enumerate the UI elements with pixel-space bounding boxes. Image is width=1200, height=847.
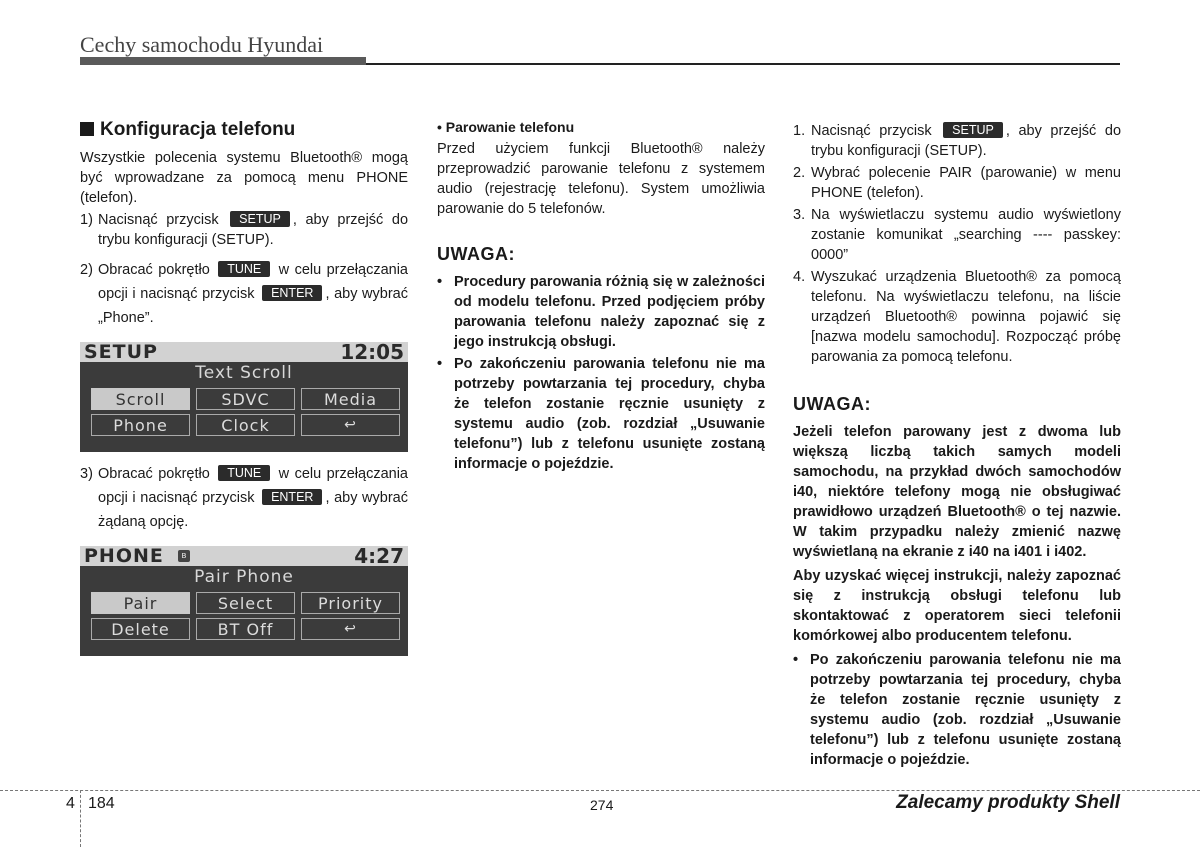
column-1 — [80, 118, 408, 666]
chapter-number: 4 — [66, 795, 75, 812]
enter-key: ENTER — [262, 489, 322, 505]
header-bar — [80, 57, 366, 65]
bluetooth-icon: ʙ — [178, 550, 190, 562]
column-3 — [793, 121, 1121, 770]
screen-clock: 4:27 — [354, 544, 404, 568]
note-title: UWAGA: — [793, 394, 871, 414]
screen-button-priority[interactable]: Priority — [301, 592, 400, 614]
page-number: 184 — [88, 795, 115, 812]
pair-step-2: 2. Wybrać polecenie PAIR (parowanie) w menu PHONE (telefon). — [793, 165, 1121, 201]
step-1: 1) Nacisnąć przycisk SETUP , aby przejść do trybu konfiguracji (SETUP). — [80, 212, 409, 248]
note-paragraph-2: Aby uzyskać więcej instrukcji, należy zapoznać się z instrukcją obsługi telefonu lub skontaktować z operatorem sieci telefonii komórkowej albo producentem telefonu. — [793, 568, 1121, 644]
screen-title: PHONE — [84, 545, 164, 567]
screen-button-delete[interactable]: Delete — [91, 618, 190, 640]
screen-subtitle: Text Scroll — [195, 363, 293, 383]
note-bullet: • Procedury parowania różnią się w zależności od modelu telefonu. Przed podjęciem próby parowania telefonu należy zapoznać się z jego instrukcją obsługi. — [437, 274, 765, 350]
note-title: UWAGA: — [437, 244, 515, 264]
screen-button-clock[interactable]: Clock — [196, 414, 295, 436]
note-bullet: • Po zakończeniu parowania telefonu nie ma potrzeby powtarzania tej procedury, chyba że telefon zostanie ręcznie usunięty z systemu audio (zob. rozdział „Usuwanie telefonu”) lub z telefonu usunięte zostaną informacje o pojeździe. — [793, 652, 1121, 768]
screen-title: SETUP — [84, 341, 158, 363]
step-3: 3) Obracać pokrętło TUNE w celu przełączania opcji i nacisnąć przycisk ENTER , aby wybrać żądaną opcję. — [80, 466, 408, 530]
setup-key: SETUP — [943, 122, 1003, 138]
center-page-number: 274 — [590, 797, 614, 813]
back-arrow-icon[interactable]: ↩ — [301, 414, 400, 436]
screen-button-bt-off[interactable]: BT Off — [196, 618, 295, 640]
header-rule — [366, 63, 1120, 65]
square-bullet-icon — [80, 122, 94, 136]
enter-key: ENTER — [262, 285, 322, 301]
pairing-paragraph: Przed użyciem funkcji Bluetooth® należy przeprowadzić parowanie telefonu z systemem audio (rejestrację telefonu). System umożliwia parowanie do 5 telefonów. — [437, 141, 765, 217]
screen-button-scroll[interactable]: Scroll — [91, 388, 190, 410]
screen-clock: 12:05 — [340, 340, 404, 364]
pairing-subtitle: • Parowanie telefonu — [437, 119, 575, 135]
column-2 — [437, 118, 765, 474]
setup-screen — [80, 342, 408, 452]
note-bullet: • Po zakończeniu parowania telefonu nie ma potrzeby powtarzania tej procedury, chyba że telefon zostanie ręcznie usunięty z systemu audio (zob. rozdział „Usuwanie telefonu”) lub z telefonu usunięte zostaną informacje o pojeździe. — [437, 356, 765, 472]
back-arrow-icon[interactable]: ↩ — [301, 618, 400, 640]
section-title: Konfiguracja telefonu — [80, 118, 408, 142]
intro-paragraph: Wszystkie polecenia systemu Bluetooth® mogą być wprowadzane za pomocą menu PHONE (telefon). — [80, 150, 408, 206]
tune-key: TUNE — [218, 261, 270, 277]
setup-key: SETUP — [230, 211, 290, 227]
pair-step-3: 3. Na wyświetlaczu systemu audio wyświetlony zostanie komunikat „searching ---- passkey: 0000” — [793, 207, 1121, 263]
tune-key: TUNE — [218, 465, 270, 481]
screen-button-media[interactable]: Media — [301, 388, 400, 410]
step-2: 2) Obracać pokrętło TUNE w celu przełączania opcji i nacisnąć przycisk ENTER , aby wybrać „Phone”. — [80, 262, 408, 326]
footer-divider — [80, 790, 81, 847]
note-paragraph-1: Jeżeli telefon parowany jest z dwoma lub większą liczbą takich samych modeli samochodu, na przykład dwóch samochodów i40, niektóre telefony mogą nie obsługiwać prawidłowo urządzeń Bluetooth® o tej nazwie. W takim przypadku należy zmienić nazwę wyświetlaną na ekranie z i40 na i401 i i402. — [793, 424, 1121, 560]
footer-slogan: Zalecamy produkty Shell — [896, 792, 1120, 813]
pair-step-4: 4. Wyszukać urządzenia Bluetooth® za pomocą telefonu. Na wyświetlaczu telefonu, na liście urządzeń Bluetooth® powinna pojawić się [nazwa modelu samochodu]. Rozpocząć próbę parowania za pomocą telefonu. — [793, 269, 1121, 365]
screen-subtitle: Pair Phone — [194, 567, 294, 587]
page-header-title: Cechy samochodu Hyundai — [80, 32, 324, 57]
pair-step-1: 1. Nacisnąć przycisk SETUP , aby przejść do trybu konfiguracji (SETUP). — [793, 123, 1122, 159]
phone-screen — [80, 546, 408, 656]
footer-rule — [0, 790, 1200, 791]
screen-button-sdvc[interactable]: SDVC — [196, 388, 295, 410]
screen-button-pair[interactable]: Pair — [91, 592, 190, 614]
screen-button-phone[interactable]: Phone — [91, 414, 190, 436]
screen-button-select[interactable]: Select — [196, 592, 295, 614]
